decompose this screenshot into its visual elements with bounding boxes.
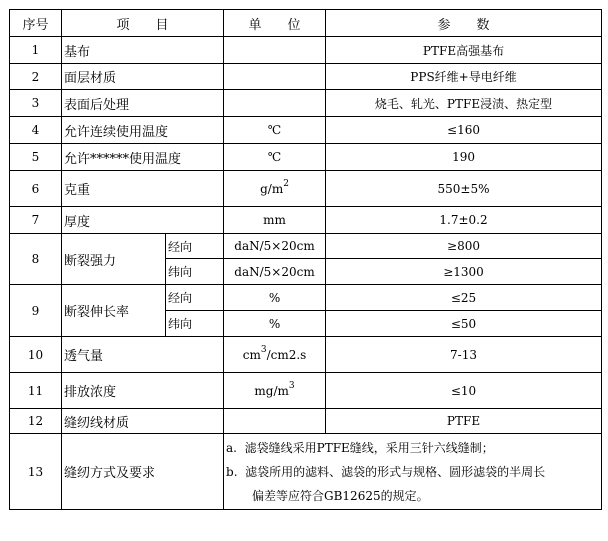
unit-base: mg/m: [254, 383, 289, 398]
table-row: [10, 171, 602, 207]
unit-superscript: 3: [260, 345, 267, 356]
table-row: [10, 117, 602, 144]
requirements-notes: [224, 434, 602, 510]
table-row: [10, 64, 602, 90]
row-unit: ℃: [224, 117, 326, 144]
note-a: [226, 436, 599, 460]
row-unit: daN/5×20cm: [224, 259, 326, 285]
row-item: 缝纫方式及要求: [62, 434, 224, 510]
row-param: PPS纤维+导电纤维: [326, 64, 602, 90]
row-item: 克重: [62, 171, 224, 207]
row-no: 2: [10, 64, 62, 90]
header-unit: 单 位: [224, 10, 326, 37]
note-b-text: 滤袋所用的滤料、滤袋的形式与规格、圆形滤袋的半周长: [245, 464, 546, 479]
unit-suffix: /cm2.s: [266, 347, 307, 362]
row-unit: [224, 373, 326, 409]
table-row: [10, 409, 602, 434]
row-no: 1: [10, 37, 62, 64]
table-row: [10, 234, 602, 259]
row-no: 3: [10, 90, 62, 117]
row-item: 缝纫线材质: [62, 409, 224, 434]
row-unit: [224, 90, 326, 117]
row-param: 烧毛、轧光、PTFE浸渍、热定型: [326, 90, 602, 117]
table-row: [10, 207, 602, 234]
unit-base: cm: [242, 347, 261, 362]
row-no: 8: [10, 234, 62, 285]
table-row: [10, 285, 602, 311]
row-unit: [224, 337, 326, 373]
row-item: 断裂强力: [62, 234, 166, 285]
row-item: 厚度: [62, 207, 224, 234]
header-item: 项 目: [62, 10, 224, 37]
row-subitem: 纬向: [166, 311, 224, 337]
row-no: 5: [10, 144, 62, 171]
table-row: [10, 90, 602, 117]
row-no: 7: [10, 207, 62, 234]
row-item: 基布: [62, 37, 224, 64]
row-unit: [224, 171, 326, 207]
note-a-text: 滤袋缝线采用PTFE缝线，采用三针六线缝制；: [244, 440, 494, 455]
row-param: ≥800: [326, 234, 602, 259]
row-subitem: 纬向: [166, 259, 224, 285]
row-no: 11: [10, 373, 62, 409]
note-b: [226, 460, 599, 484]
table-row: [10, 337, 602, 373]
row-unit: ℃: [224, 144, 326, 171]
row-subitem: 经向: [166, 285, 224, 311]
row-item: 断裂伸长率: [62, 285, 166, 337]
header-param: 参 数: [326, 10, 602, 37]
row-unit: [224, 64, 326, 90]
spec-table-container: [9, 9, 602, 510]
row-param: ≤25: [326, 285, 602, 311]
row-param: 7-13: [326, 337, 602, 373]
row-unit: mm: [224, 207, 326, 234]
note-b-marker: b.: [226, 464, 238, 479]
table-header-row: [10, 10, 602, 37]
header-no: 序号: [10, 10, 62, 37]
row-unit: [224, 37, 326, 64]
row-item: 允许连续使用温度: [62, 117, 224, 144]
row-param: ≥1300: [326, 259, 602, 285]
row-item: 面层材质: [62, 64, 224, 90]
row-item: 排放浓度: [62, 373, 224, 409]
row-item: 允许******使用温度: [62, 144, 224, 171]
unit-superscript: 3: [288, 381, 295, 392]
row-param: PTFE高强基布: [326, 37, 602, 64]
row-param: 1.7±0.2: [326, 207, 602, 234]
row-unit: daN/5×20cm: [224, 234, 326, 259]
row-item: 透气量: [62, 337, 224, 373]
row-unit: [224, 409, 326, 434]
table-row: [10, 373, 602, 409]
row-unit: %: [224, 311, 326, 337]
unit-base: g/m: [260, 181, 284, 196]
note-b-continuation: 偏差等应符合GB12625的规定。: [252, 488, 429, 503]
row-param: ≤10: [326, 373, 602, 409]
note-a-marker: a.: [226, 440, 237, 455]
row-no: 10: [10, 337, 62, 373]
unit-superscript: 2: [283, 179, 289, 190]
row-item: 表面后处理: [62, 90, 224, 117]
row-param: PTFE: [326, 409, 602, 434]
row-subitem: 经向: [166, 234, 224, 259]
row-param: ≤50: [326, 311, 602, 337]
row-no: 4: [10, 117, 62, 144]
table-row: [10, 144, 602, 171]
row-param: 190: [326, 144, 602, 171]
row-no: 12: [10, 409, 62, 434]
row-unit: %: [224, 285, 326, 311]
row-param: 550±5%: [326, 171, 602, 207]
table-row: [10, 434, 602, 510]
spec-table: [9, 9, 602, 510]
row-no: 13: [10, 434, 62, 510]
row-no: 6: [10, 171, 62, 207]
row-param: ≤160: [326, 117, 602, 144]
table-row: [10, 37, 602, 64]
row-no: 9: [10, 285, 62, 337]
